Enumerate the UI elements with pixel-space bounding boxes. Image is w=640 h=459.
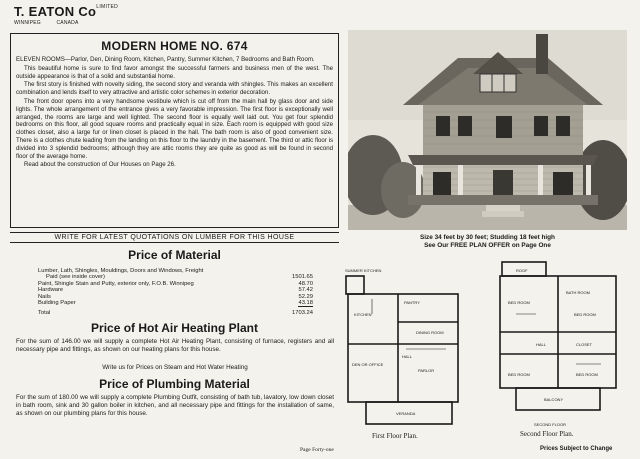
material-table — [38, 268, 313, 317]
description-paragraph: This beautiful home is sure to find favor amongst the successful farmers and business men of the west. The outside appearance is that of a solid and substantial home. — [16, 64, 333, 80]
floor-plans — [336, 254, 632, 444]
heating-text: For the sum of 146.00 we will supply a complete Hot Air Heating Plant, consisting of furnace, registers and all necessary pipe and fittings, as shown on our heating plans for this house. — [16, 338, 334, 354]
material-row — [38, 300, 313, 307]
room-label: KITCHEN — [354, 312, 372, 317]
room-label: BED ROOM — [508, 300, 530, 305]
brand-suffix: LIMITED — [96, 4, 119, 10]
room-label: HALL — [536, 342, 547, 347]
material-total-label: Total — [38, 310, 51, 317]
room-label: BED ROOM — [508, 372, 530, 377]
second-floor-label: Second Floor Plan. — [520, 430, 574, 438]
room-label: DEN OR OFFICE — [352, 362, 384, 367]
brand-city: WINNIPEG — [14, 20, 41, 26]
room-label: HALL — [402, 354, 413, 359]
description-paragraph: Read about the construction of Our Houses on Page 26. — [24, 161, 176, 169]
brand-country: CANADA — [56, 20, 79, 26]
brand-location — [14, 20, 93, 26]
price-disclaimer: Prices Subject to Change — [540, 446, 613, 452]
page-title: MODERN HOME NO. 674 — [101, 39, 248, 53]
material-label: Building Paper — [38, 300, 76, 307]
heating-title: Price of Hot Air Heating Plant — [91, 321, 258, 335]
house-illustration — [348, 30, 627, 230]
room-label: VERANDA — [396, 411, 416, 416]
material-total — [38, 310, 313, 316]
material-value: 1501.65 — [292, 274, 313, 281]
material-title: Price of Material — [128, 248, 221, 262]
room-label: SUMMER KITCHEN — [345, 268, 382, 273]
floor-plan-drawing — [336, 254, 632, 444]
brand-name: T. EATON Co — [14, 4, 97, 19]
house-size-caption: Size 34 feet by 30 feet; Studding 18 feet high — [420, 234, 555, 241]
room-label: BED ROOM — [574, 312, 596, 317]
material-label: Hardware — [38, 287, 64, 294]
material-total-value: 1703.24 — [292, 310, 313, 317]
house-drawing — [348, 30, 627, 230]
material-value: 52.29 — [298, 293, 313, 300]
lumber-quote-note: WRITE FOR LATEST QUOTATIONS ON LUMBER FOR THIS HOUSE — [10, 232, 339, 243]
free-plan-offer: See Our FREE PLAN OFFER on Page One — [424, 242, 551, 249]
first-floor-label: First Floor Plan. — [372, 432, 418, 440]
description-paragraph: The front door opens into a very handsome vestibule which is cut off from the main hall by glass door and side lights. The whole arrangement of the entrance gives a very favorable impression. The first floor is exceptionally well arranged, the rooms are large and well lighted. The second floor is equally well laid out. You get four splendid bedrooms on this floor, all good square rooms and practically equal in size. Each room is equipped with good size clothes closet, also a large fur or linen closet is placed in the hall. The bath room is also of good convenient size. There is a clothes chute leading from the landing on this floor to the laundry in the basement. The third or attic floor is divided into 3 splendid bedrooms; although they are attic rooms they are quite as good as will be found in second floor of the average home. — [16, 97, 333, 160]
page-number: Page Forty-one — [300, 447, 334, 453]
plumbing-text: For the sum of 180.00 we will supply a complete Plumbing Outfit, consisting of bath tub, lavatory, low down closet in bath room, sink and 30 gallon boiler in kitchen, and all necessary pipe and fittings for the installation of same, as shown on our plumbing plans for this house. — [16, 394, 334, 418]
room-label: CLOSET — [576, 342, 593, 347]
room-label: PANTRY — [404, 300, 420, 305]
material-value: 43.18 — [298, 300, 313, 307]
description-paragraph: ELEVEN ROOMS—Parlor, Den, Dining Room, Kitchen, Pantry, Summer Kitchen, 7 Bedrooms and Bath Room. — [16, 56, 315, 63]
description-text — [16, 56, 333, 170]
material-value: 57.42 — [298, 287, 313, 294]
heating-steam-note: Write us for Prices on Steam and Hot Water Heating — [102, 364, 248, 371]
material-label: Nails — [38, 293, 51, 300]
room-label: BATH ROOM — [566, 290, 590, 295]
room-label: PARLOR — [418, 368, 435, 373]
material-label: Lumber, Lath, Shingles, Mouldings, Doors and Windows, Freight — [38, 268, 204, 274]
room-label: DINING ROOM — [416, 330, 444, 335]
description-paragraph: The first story is finished with novelty siding, the second story and veranda with shingles. This makes an excellent combination and lends itself to very attractive and artistic color schemes in exterior decoration. — [16, 81, 333, 97]
room-label: BED ROOM — [576, 372, 598, 377]
room-label: ROOF — [516, 268, 528, 273]
material-label: Paint, Shingle Stain and Putty, exterior only, F.O.B. Winnipeg — [38, 280, 194, 287]
room-label: BALCONY — [544, 397, 564, 402]
brand-logo — [14, 4, 118, 19]
material-label: Paid (see inside cover) — [46, 274, 105, 281]
plumbing-title: Price of Plumbing Material — [99, 377, 250, 391]
description-box — [10, 33, 339, 228]
room-label: SECOND FLOOR — [534, 422, 567, 427]
material-value: 48.70 — [298, 280, 313, 287]
